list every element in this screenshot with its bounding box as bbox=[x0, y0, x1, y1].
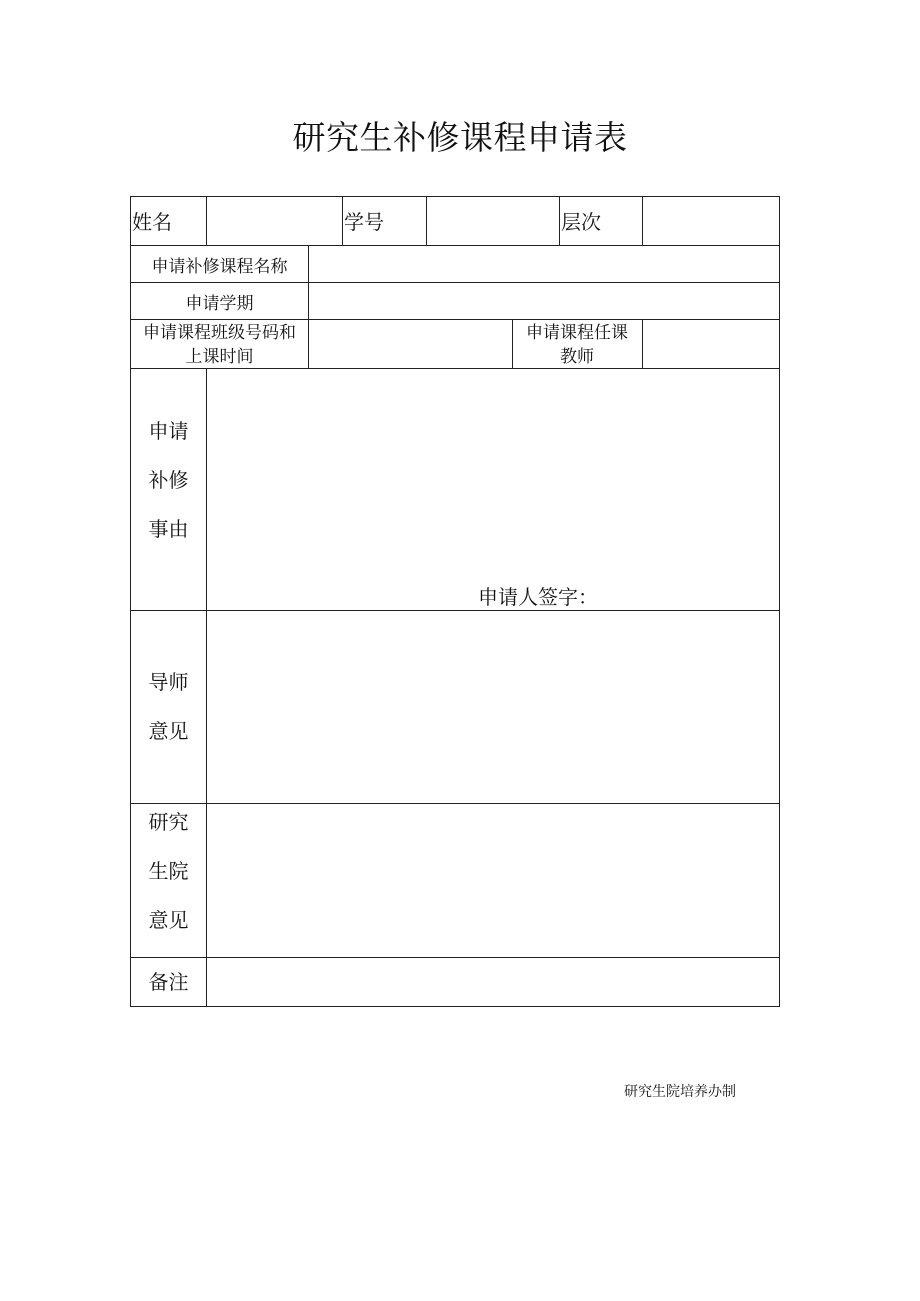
class-info-field[interactable] bbox=[315, 331, 507, 355]
form-title: 研究生补修课程申请表 bbox=[292, 118, 628, 157]
reason-field[interactable] bbox=[215, 379, 771, 579]
row1-divider-3 bbox=[426, 197, 427, 245]
class-info-label-line2: 上课时间 bbox=[185, 347, 254, 367]
semester-field[interactable] bbox=[315, 292, 775, 316]
level-label: 层次 bbox=[561, 210, 601, 234]
name-field[interactable] bbox=[211, 209, 337, 233]
student-id-field[interactable] bbox=[431, 209, 554, 233]
course-name-label: 申请补修课程名称 bbox=[151, 257, 288, 277]
row-divider-7 bbox=[131, 957, 779, 958]
label-column-divider bbox=[308, 245, 309, 368]
row-divider-2 bbox=[131, 282, 779, 283]
row-divider-6 bbox=[131, 803, 779, 804]
teacher-field[interactable] bbox=[647, 331, 775, 355]
reason-label-line1: 申请 bbox=[148, 419, 189, 443]
course-name-field[interactable] bbox=[315, 255, 775, 279]
advisor-opinion-label-line1: 导师 bbox=[148, 670, 189, 694]
graduate-school-opinion-label-line2: 生院 bbox=[148, 859, 189, 883]
student-id-label: 学号 bbox=[344, 210, 384, 234]
application-form-table bbox=[130, 196, 780, 1007]
row-divider-1 bbox=[131, 245, 779, 246]
teacher-label-line1: 申请课程任课 bbox=[526, 323, 628, 343]
row-divider-3 bbox=[131, 319, 779, 320]
applicant-signature-label: 申请人签字： bbox=[478, 585, 598, 609]
level-field[interactable] bbox=[647, 209, 775, 233]
reason-label-line3: 事由 bbox=[148, 517, 189, 541]
lower-label-column-divider bbox=[206, 368, 207, 1006]
graduate-school-opinion-field[interactable] bbox=[215, 814, 771, 948]
teacher-label-line2: 教师 bbox=[560, 347, 594, 367]
row-divider-5 bbox=[131, 610, 779, 611]
class-info-label-line1: 申请课程班级号码和 bbox=[143, 323, 296, 343]
name-label: 姓名 bbox=[132, 210, 172, 234]
graduate-school-opinion-label-line1: 研究 bbox=[148, 810, 189, 834]
remarks-field[interactable] bbox=[215, 968, 771, 996]
row4-divider-2 bbox=[642, 319, 643, 368]
advisor-opinion-label-line2: 意见 bbox=[148, 719, 189, 743]
graduate-school-opinion-label-line3: 意见 bbox=[148, 908, 189, 932]
issuer-footer: 研究生院培养办制 bbox=[624, 1084, 736, 1100]
semester-label: 申请学期 bbox=[185, 294, 254, 314]
row1-divider-4 bbox=[559, 197, 560, 245]
reason-label bbox=[131, 407, 206, 554]
reason-label-line2: 补修 bbox=[148, 468, 189, 492]
row1-divider-5 bbox=[642, 197, 643, 245]
advisor-opinion-label bbox=[131, 658, 206, 756]
graduate-school-opinion-label bbox=[131, 798, 206, 945]
advisor-opinion-field[interactable] bbox=[215, 621, 771, 791]
row1-divider-2 bbox=[342, 197, 343, 245]
remarks-label: 备注 bbox=[148, 970, 189, 994]
row1-divider-1 bbox=[206, 197, 207, 245]
